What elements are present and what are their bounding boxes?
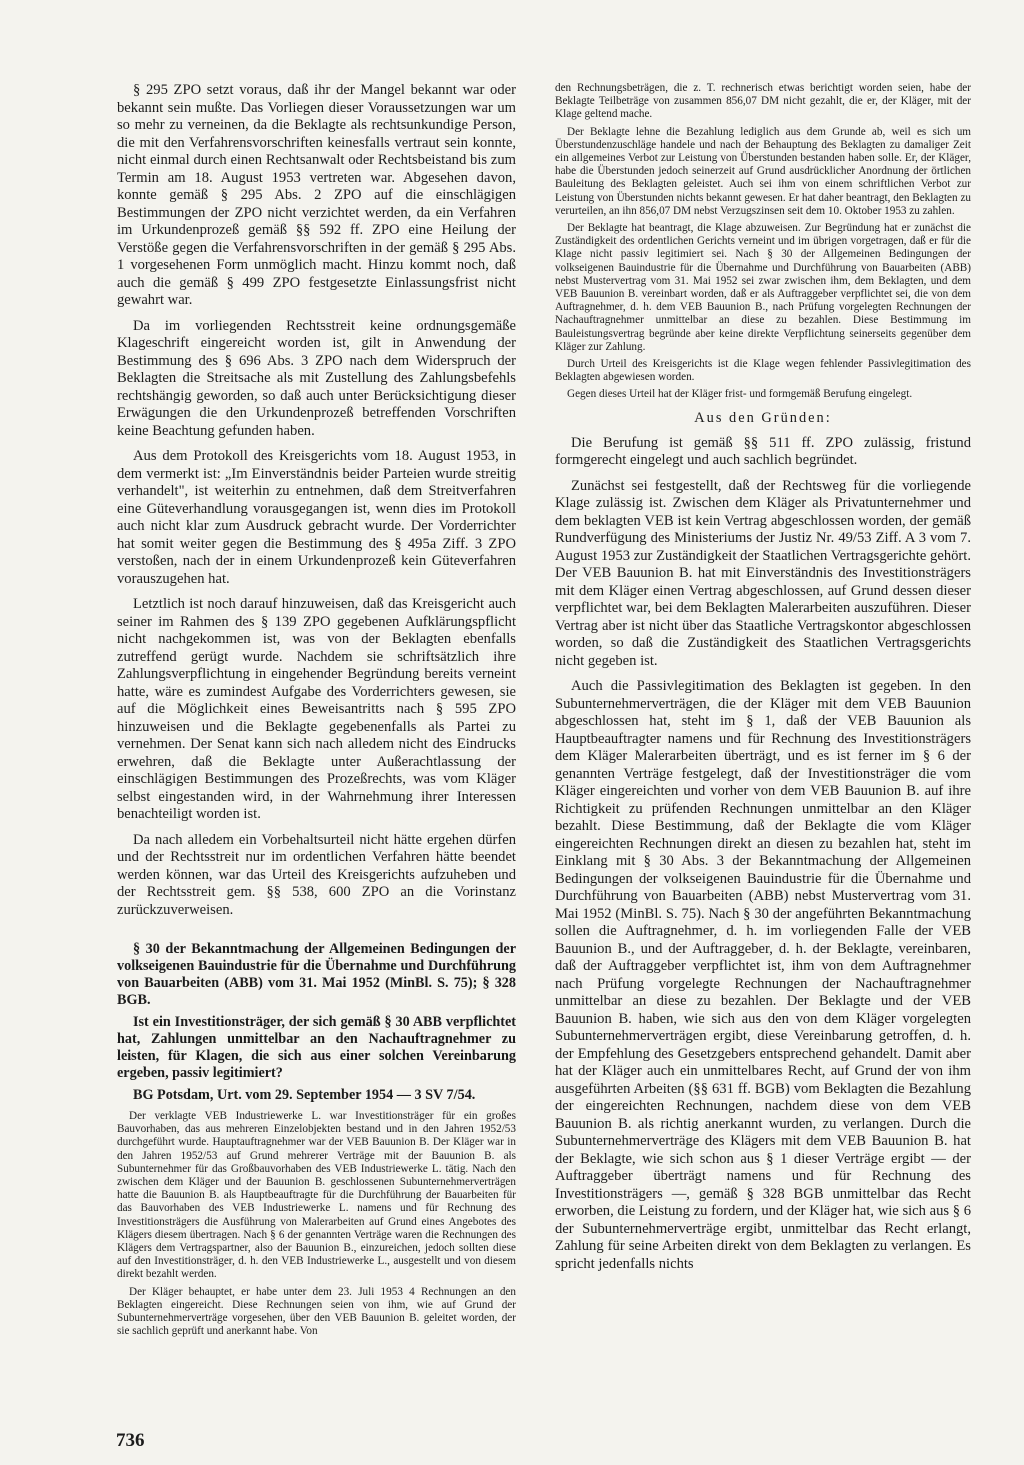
case-question: Ist ein Investitionsträger, der sich gemäß § 30 ABB verpflichtet hat, Zahlungen unmittelbar an den Nachauftragnehmer zu leisten, für Klagen, die sich aus einer solchen Vereinbarung ergeben, passiv legitimiert? <box>117 1014 516 1081</box>
body-paragraph: Da im vorliegenden Rechtsstreit keine ordnungsgemäße Klageschrift eingereicht worden ist, gilt in Anwendung der Bestimmung des § 696 Abs. 3 ZPO nach dem Widerspruch der Beklagten die Streitsache als mit Zustellung des Zahlungsbefehls rechtshängig geworden, so daß auch unter Berücksichtigung dieser Erwägungen die den Urkundenprozeß betreffenden Vorschriften keine Beachtung gefunden haben. <box>117 317 516 439</box>
facts-paragraph: Gegen dieses Urteil hat der Kläger frist- und formgemäß Berufung eingelegt. <box>567 388 913 401</box>
facts-paragraph: Der Beklagte lehne die Bezahlung lediglich aus dem Grunde ab, weil es sich um Überstundenzuschläge handele und nach der Behauptung des Beklagten zu damaliger Zeit ein allgemeines Verbot zur Leistung von Überstunden bestanden haben solle. Er, der Kläger, habe die Überstunden jedoch seinerzeit auf Grund ausdrücklicher Anordnung der örtlichen Bauleitung des Beklagten geleistet. Auch sei ihm von einem schriftlichen Verbot zur Leistung von Überstunden nichts bekannt gewesen. Er hat daher beantragt, den Beklagten zu verurteilen, an ihn 856,07 DM nebst Verzugszinsen seit dem 10. Oktober 1953 zu zahlen. <box>555 125 971 217</box>
reasons-heading: Aus den Gründen: <box>694 409 832 426</box>
facts-paragraph: Durch Urteil des Kreisgerichts ist die Klage wegen fehlender Passivlegitimation des Beklagten abgewiesen worden. <box>555 358 971 384</box>
court-reference: BG Potsdam, Urt. vom 29. September 1954 — 3 SV 7/54. <box>133 1087 476 1103</box>
facts-paragraph: Der Kläger behauptet, er habe unter dem 23. Juli 1953 4 Rechnungen an den Beklagten eingereicht. Diese Rechnungen seien von ihm, wie auf Grund der Subunternehmerverträge vorgesehen, über den VEB Bauunion B. geleitet worden, der sie sachlich geprüft und anerkannt habe. Von <box>117 1285 516 1338</box>
left-column <box>117 82 516 1342</box>
facts-paragraph: Der Beklagte hat beantragt, die Klage abzuweisen. Zur Begründung hat er zunächst die Zuständigkeit des ordentlichen Gerichts verneint und im übrigen vorgetragen, daß er für die Klage nicht passiv legitimiert sei. Nach § 30 der Allgemeinen Bedingungen der volkseigenen Bauindustrie für die Übernahme und Durchführung von Bauarbeiten (ABB) nebst Mustervertrag vom 31. Mai 1952 sei zwar zwischen ihm, dem Beklagten, und dem VEB Bauunion B. vereinbart worden, daß er als Auftraggeber verpflichtet sei, die von dem Auftragnehmer, d. h. dem VEB Bauunion B., nach Prüfung vorgelegten Rechnungen der Nachauftragnehmer unmittelbar an diese zu bezahlen. Diese Bestimmung im Bauleistungsvertrag begründe aber keine direkte Verpflichtung seinerseits gegenüber dem Kläger zur Zahlung. <box>555 222 971 353</box>
case-headnote: § 30 der Bekanntmachung der Allgemeinen Bedingungen der volkseigenen Bauindustrie für die Übernahme und Durchführung von Bauarbeiten (ABB) vom 31. Mai 1952 (MinBl. S. 75); § 328 BGB. <box>117 941 516 1008</box>
reasons-paragraph: Auch die Passivlegitimation des Beklagten ist gegeben. In den Subunternehmerverträgen, die der Kläger mit dem VEB Bauunion abgeschlossen hat, steht im § 1, daß der VEB Bauunion als Hauptbeauftragter namens und für Rechnung des Investitionsträgers dem Kläger Malerarbeiten überträgt, und es ist ferner im § 6 der genannten Verträge festgelegt, daß der Investitionsträger die vom Kläger eingereichten und vorher von dem VEB Bauunion B. auf ihre Richtigkeit zu prüfenden Rechnungen unmittelbar an den Kläger bezahlt. Diese Bestimmung, daß der Beklagte die vom Kläger eingereichten Rechnungen direkt an diesen zu bezahlen hat, steht im Einklang mit § 30 Abs. 3 der Bekanntmachung der Allgemeinen Bedingungen der volkseigenen Bauindustrie für die Übernahme und Durchführung von Bauarbeiten (ABB) nebst Mustervertrag vom 31. Mai 1952 (MinBl. S. 75). Nach § 30 der angeführten Bekanntmachung sollen die Auftragnehmer, d. h. im vorliegenden Falle der VEB Bauunion B., und der Auftraggeber, d. h. der Beklagte, vereinbaren, daß der Auftraggeber verpflichtet ist, ihm von dem Auftragnehmer nach Prüfung vorgelegte Rechnungen der Nachauftragnehmer unmittelbar an diese zu bezahlen. Der Beklagte und der VEB Bauunion B. haben, wie sich aus den von dem Kläger vorgelegten Subunternehmerverträgen ergibt, diese Vereinbarung getroffen, d. h. der Empfehlung des Gesetzgebers entsprechend gehandelt. Damit aber hat der Kläger auch ein unmittelbares Recht, auf Grund der von ihm ausgeführten Arbeiten (§§ 631 ff. BGB) vom Beklagten die Bezahlung der eingereichten Rechnungen, nachdem diese von dem VEB Bauunion B. als richtig anerkannt wurden, zu verlangen. Durch die Subunternehmerverträge des Klägers mit dem VEB Bauunion B. hat der Beklagte, wie sich schon aus § 1 dieser Verträge ergibt — der Auftraggeber überträgt namens und für Rechnung des Investitionsträgers —, gemäß § 328 BGB unmittelbar das Recht erworben, die Leistung zu fordern, und der Kläger hat, wie sich aus § 6 der Subunternehmerverträge ergibt, unmittelbar das Recht erlangt, Zahlung für seine Arbeiten direkt von dem Beklagten zu verlangen. Es spricht jedenfalls nichts <box>555 678 971 1272</box>
body-paragraph: Aus dem Protokoll des Kreisgerichts vom 18. August 1953, in dem vermerkt ist: „Im Einverständnis beider Parteien wurde streitig verhandelt", ist weiterhin zu entnehmen, daß dem Streitverfahren eine Güteverhandlung vorausgegangen ist, wenn dies im Protokoll auch nicht klar zum Ausdruck gebracht wurde. Der Vorderrichter hat somit weiter gegen die Bestimmung des § 495a Ziff. 3 ZPO verstoßen, nach der in einem Urkundenprozeß kein Güteverfahren vorauszugehen hat. <box>117 448 516 587</box>
reasons-paragraph: Zunächst sei festgestellt, daß der Rechtsweg für die vorliegende Klage zulässig ist. Zwischen dem Kläger als Privatunternehmer und dem beklagten VEB ist kein Vertrag abgeschlossen worden, der gemäß Rundverfügung des Ministeriums der Justiz Nr. 49/53 Ziff. A 3 vom 7. August 1953 zur Zuständigkeit der Staatlichen Vertragsgerichte gehört. Der VEB Bauunion B. hat mit Einverständnis des Investitionsträgers mit dem Kläger einen Vertrag abgeschlossen, auf Grund dessen dieser verpflichtet war, bei dem Beklagten Malerarbeiten auszuführen. Dieser Vertrag aber ist nicht über das Staatliche Vertragskontor abgeschlossen worden, so daß die Zuständigkeit des Staatlichen Vertragsgerichts nicht gegeben ist. <box>555 477 971 669</box>
reasons-paragraph: Die Berufung ist gemäß §§ 511 ff. ZPO zulässig, fristund formgerecht eingelegt und auch sachlich begründet. <box>555 434 971 469</box>
facts-paragraph: den Rechnungsbeträgen, die z. T. rechnerisch etwas berichtigt worden seien, habe der Beklagte Teilbeträge von zusammen 856,07 DM nicht gezahlt, die er, der Kläger, mit der Klage geltend mache. <box>555 82 971 121</box>
page-number: 736 <box>116 1430 145 1451</box>
right-column <box>555 82 971 1281</box>
body-paragraph: § 295 ZPO setzt voraus, daß ihr der Mangel bekannt war oder bekannt sein mußte. Das Vorliegen dieser Voraussetzungen war um so mehr zu verneinen, da die Beklagte als rechtsunkundige Person, die mit den Verfahrensvorschriften keinesfalls vertraut sein konnte, nicht einmal durch einen Rechtsanwalt oder Rechtsbeistand bis zum Termin am 18. August 1953 vertreten war. Abgesehen davon, konnte gemäß § 295 Abs. 2 ZPO auf die einschlägigen Bestimmungen der ZPO nicht verzichtet werden, da ein Verfahren im Urkundenprozeß gemäß §§ 592 ff. ZPO eine Heilung der Verstöße gegen die Verfahrensvorschriften in der gemäß § 295 Abs. 1 vorgesehenen Form unmöglich macht. Hinzu kommt noch, daß auch die gemäß § 499 ZPO festgesetzte Einlassungsfrist nicht gewahrt war. <box>117 82 516 308</box>
body-paragraph: Da nach alledem ein Vorbehaltsurteil nicht hätte ergehen dürfen und der Rechtsstreit nur im ordentlichen Verfahren hätte beendet werden können, war das Urteil des Kreisgerichts aufzuheben und der Rechtsstreit gem. §§ 538, 600 ZPO an die Vorinstanz zurückzuverweisen. <box>117 831 516 918</box>
body-paragraph: Letztlich ist noch darauf hinzuweisen, daß das Kreisgericht auch seiner im Rahmen des § 139 ZPO gegebenen Aufklärungspflicht nicht nachgekommen ist, was von der Beklagten ebenfalls zutreffend gerügt wurde. Nachdem sie schriftsätzlich ihre Zahlungsverpflichtung in eingehender Begründung bereits verneint hatte, wäre es zumindest Aufgabe des Vorderrichters gewesen, sie auf die Möglichkeit eines Beweisantritts nach § 595 ZPO hinzuweisen und die Beklagte gegebenenfalls als Partei zu vernehmen. Der Senat kann sich nach alledem nicht des Eindrucks erwehren, daß die Beklagte unter Außerachtlassung der einschlägigen Bestimmungen des Prozeßrechts, was vom Kläger selbst eingestanden wird, in der Wahrnehmung ihrer Interessen benachteiligt worden ist. <box>117 596 516 822</box>
facts-paragraph: Der verklagte VEB Industriewerke L. war Investitionsträger für ein großes Bauvorhaben, das aus mehreren Einzelobjekten bestand und in den Jahren 1952/53 durchgeführt wurde. Hauptauftragnehmer war der VEB Bauunion B. Der Kläger war in den Jahren 1952/53 auf Grund mehrerer Verträge mit der Bauunion B. als Subunternehmer für das Großbauvorhaben des VEB Industriewerke L. tätig. Nach den zwischen dem Kläger und der Bauunion B. geschlossenen Subunternehmerverträgen hatte die Bauunion B. als Hauptbeauftragte für die Durchführung der Bauarbeiten für das Bauvorhaben des VEB Industriewerke L. namens und für Rechnung des Investitionsträgers die Ausführung von Malerarbeiten auf Grund eines Angebotes des Klägers diesem übertragen. Nach § 6 der genannten Verträge waren die Rechnungen des Klägers dem Vertragspartner, also der Bauunion B., einzureichen, jedoch sollten diese auf den Investitionsträger, d. h. den VEB Industriewerke L., ausgestellt und von diesem direkt bezahlt werden. <box>117 1110 516 1281</box>
